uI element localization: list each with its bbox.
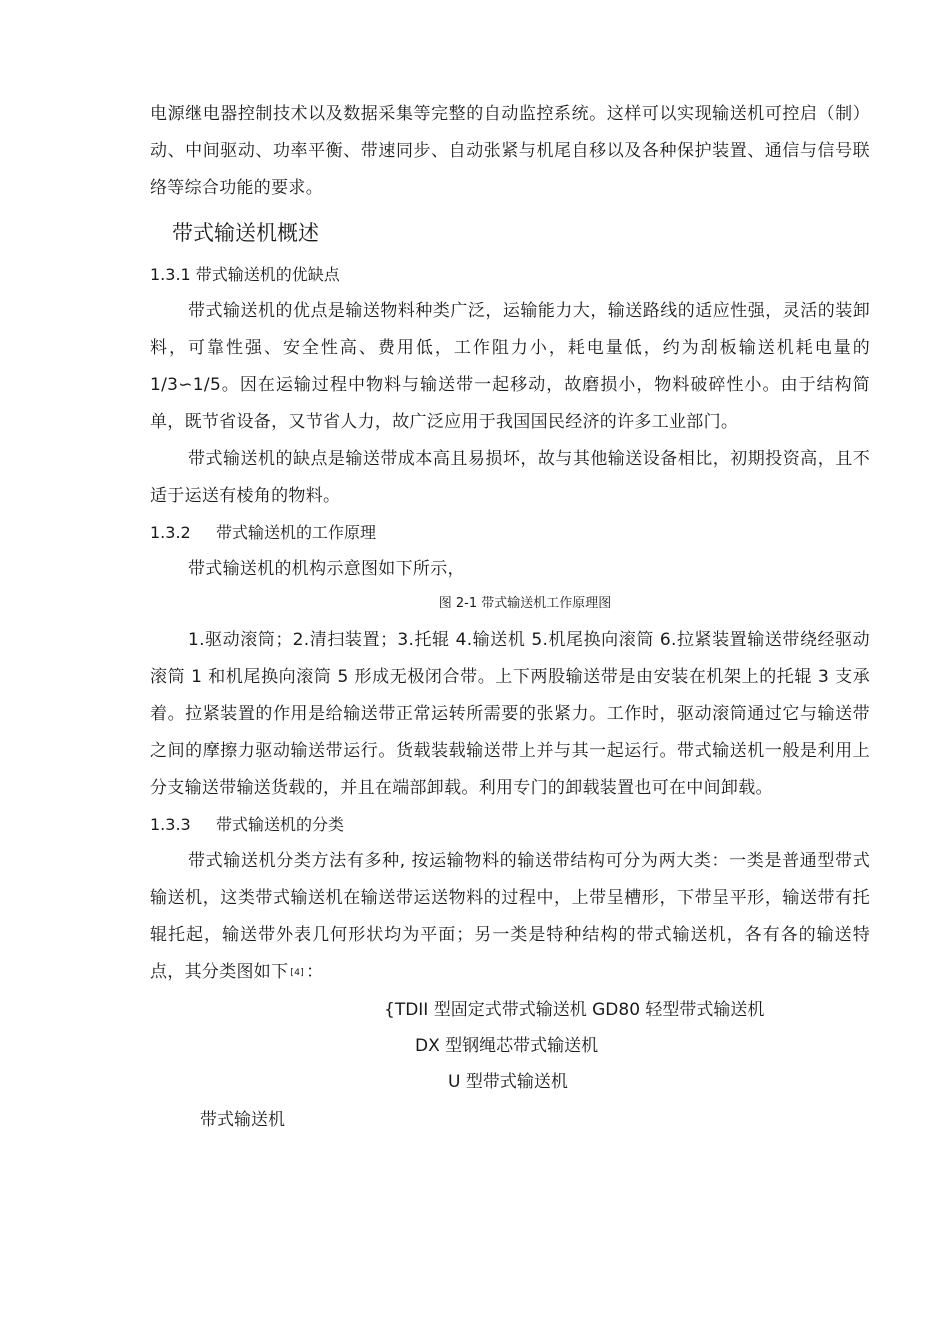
- tree-line-3: U 型带式输送机: [448, 1072, 568, 1092]
- subsection-heading-1-3-3: [150, 807, 870, 843]
- heading-text: 带式输送机的分类: [216, 815, 345, 834]
- disadvantages-paragraph: 带式输送机的缺点是输送带成本高且易损坏，故与其他输送设备相比，初期投资高，且不适于运送有棱角的物料。: [150, 449, 870, 506]
- subsection-heading-1-3-1: 1.3.1 带式输送机的优缺点: [150, 265, 340, 284]
- citation-ref[interactable]: [4]: [290, 968, 305, 978]
- heading-number: 1.3.3: [150, 815, 191, 834]
- heading-text: 带式输送机的工作原理: [216, 523, 377, 542]
- document-page: [150, 96, 870, 1138]
- intro-continuation: 电源继电器控制技术以及数据采集等完整的自动监控系统。这样可以实现输送机可控启（制）动、中间驱动、功率平衡、带速同步、自动张紧与机尾自移以及各种保护装置、通信与信号联络等综合功能的要求。: [150, 104, 870, 198]
- advantages-paragraph: 带式输送机的优点是输送物料种类广泛，运输能力大，输送路线的适应性强，灵活的装卸料，可靠性强、安全性高、费用低，工作阻力小，耗电量低，约为刮板输送机耗电量的 1/3∽1/5。因在运输过程中物料与输送带一起移动，故磨损小，物料破碎性小。由于结构简单，既节省设备，又节省人力，故广泛应用于我国国民经济的许多工业部门。: [150, 301, 870, 432]
- principle-paragraph: 1.驱动滚筒；2.清扫装置；3.托辊 4.输送机 5.机尾换向滚筒 6.拉紧装置输送带绕经驱动滚筒 1 和机尾换向滚筒 5 形成无极闭合带。上下两股输送带是由安装在机架上的托辊 3 支承着。拉紧装置的作用是给输送带正常运转所需要的张紧力。工作时，驱动滚筒通过它与输送带之间的摩擦力驱动输送带运行。货载装载输送带上并与其一起运行。带式输送机一般是利用上分支输送带输送货载的，并且在端部卸载。利用专门的卸载装置也可在中间卸载。: [150, 630, 870, 798]
- classification-tree: [150, 992, 870, 1138]
- classification-paragraph: [150, 843, 870, 992]
- tree-line-2: DX 型钢绳芯带式输送机: [415, 1036, 599, 1056]
- classification-text: 带式输送机分类方法有多种, 按运输物料的输送带结构可分为两大类：一类是普通型带式输送机，这类带式输送机在输送带运送物料的过程中，上带呈槽形，下带呈平形，输送带有托辊托起，输送带外表几何形状均为平面；另一类是特种结构的带式输送机，各有各的输送特点，其分类图如下: [150, 851, 870, 982]
- heading-number: 1.3.2: [150, 523, 191, 542]
- figure-caption: 图 2-1 带式输送机工作原理图: [438, 596, 612, 611]
- section-heading-overview: 带式输送机概述: [172, 221, 319, 245]
- tree-line-4: 带式输送机: [200, 1110, 285, 1130]
- principle-intro: 带式输送机的机构示意图如下所示，: [188, 559, 465, 579]
- subsection-heading-1-3-2: [150, 515, 870, 551]
- tree-line-1: {TDII 型固定式带式输送机 GD80 轻型带式输送机: [384, 1000, 765, 1020]
- classification-colon: ：: [306, 962, 324, 982]
